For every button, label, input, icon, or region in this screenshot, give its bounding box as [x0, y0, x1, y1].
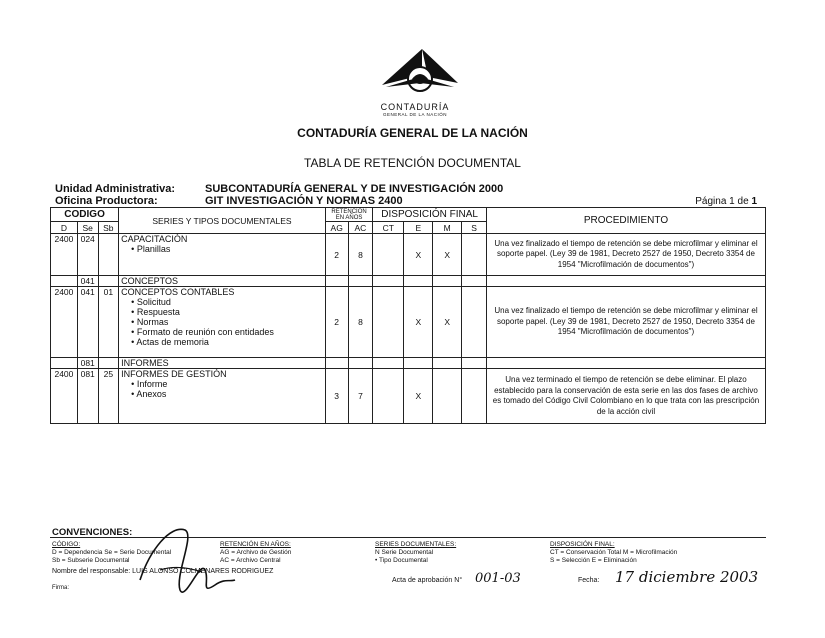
- ag-cell: [325, 276, 348, 287]
- procedimiento-cell: Una vez terminado el tiempo de retención se debe eliminar. El plazo establecido para la conservación de esta serie en las dos fases de archivo es tomado del Código Civil Colombiano en lo que trata con las prescripción de la acción civil: [486, 369, 765, 424]
- codigo-conv-heading: CÓDIGO:: [52, 541, 81, 548]
- document-type-item: • Formato de reunión con entidades: [131, 327, 323, 337]
- retencion-conv-line1: AG = Archivo de Gestión: [220, 549, 292, 556]
- e-cell: [404, 358, 433, 369]
- ag-cell: 2: [325, 234, 348, 276]
- codigo-header: CODIGO: [51, 208, 119, 222]
- dependencia-cell: [51, 276, 78, 287]
- e-cell: X: [404, 287, 433, 358]
- logo-text: CONTADURÍA: [380, 102, 450, 112]
- s-cell: [462, 369, 487, 424]
- series-name: CONCEPTOS: [121, 276, 179, 286]
- series-conv-heading: SERIES DOCUMENTALES:: [375, 541, 457, 548]
- serie-code-cell: 081: [77, 358, 98, 369]
- table-row: [51, 287, 766, 358]
- procedimiento-cell: Una vez finalizado el tiempo de retención se debe microfilmar y eliminar el soporte papel. (Ley 39 de 1981, Decreto 2527 de 1950, Decreto 3354 de 1954 "Microfilmación de documentos"): [486, 287, 765, 358]
- procedimiento-cell: [486, 276, 765, 287]
- ct-header: CT: [373, 222, 404, 234]
- unit-label: Unidad Administrativa:: [55, 183, 175, 195]
- e-cell: [404, 276, 433, 287]
- se-header: Se: [77, 222, 98, 234]
- ag-cell: 2: [325, 287, 348, 358]
- series-name: INFORMES DE GESTIÓN: [121, 369, 227, 379]
- ct-cell: [373, 276, 404, 287]
- m-header: M: [433, 222, 462, 234]
- office-label: Oficina Productora:: [55, 195, 158, 207]
- dependencia-cell: 2400: [51, 234, 78, 276]
- fecha-value: 17 diciembre 2003: [615, 568, 759, 586]
- document-types-list: [121, 297, 323, 347]
- firma-label: Firma:: [52, 585, 69, 591]
- series-cell: [119, 276, 326, 287]
- ac-cell: 7: [348, 369, 373, 424]
- document-type-item: • Anexos: [131, 389, 323, 399]
- serie-code-cell: 041: [77, 276, 98, 287]
- s-cell: [462, 234, 487, 276]
- ct-cell: [373, 369, 404, 424]
- series-cell: [119, 234, 326, 276]
- handwritten-signature: [130, 520, 240, 605]
- subserie-code-cell: [98, 276, 119, 287]
- page-prefix: Página 1 de: [695, 196, 752, 207]
- subserie-code-cell: 25: [98, 369, 119, 424]
- codigo-conv-line2: Sb = Subserie Documental: [52, 557, 130, 564]
- ac-cell: 8: [348, 287, 373, 358]
- conventions-title: CONVENCIONES:: [52, 527, 133, 538]
- m-cell: X: [433, 234, 462, 276]
- document-title: CONTADURÍA GENERAL DE LA NACIÓN: [297, 126, 528, 140]
- s-cell: [462, 358, 487, 369]
- document-type-item: • Informe: [131, 379, 323, 389]
- procedimiento-cell: [486, 358, 765, 369]
- m-cell: X: [433, 287, 462, 358]
- ac-cell: [348, 358, 373, 369]
- series-name: INFORMES: [121, 358, 169, 368]
- acta-value: 001-03: [475, 571, 521, 586]
- ag-cell: 3: [325, 369, 348, 424]
- logo-subtext: GENERAL DE LA NACIÓN: [382, 112, 448, 117]
- retencion-header: RETENCIÓN EN AÑOS: [325, 208, 373, 222]
- serie-code-cell: 024: [77, 234, 98, 276]
- m-cell: [433, 369, 462, 424]
- dependencia-cell: 2400: [51, 369, 78, 424]
- responsible-name: Nombre del responsable: LUIS ALONSO COLMENARES RODRIGUEZ: [52, 568, 274, 575]
- m-cell: [433, 276, 462, 287]
- e-cell: X: [404, 234, 433, 276]
- table-row: [51, 234, 766, 276]
- document-types-list: [121, 244, 323, 254]
- series-header: SERIES Y TIPOS DOCUMENTALES: [119, 208, 326, 234]
- s-cell: [462, 276, 487, 287]
- subserie-code-cell: [98, 358, 119, 369]
- ag-cell: [325, 358, 348, 369]
- s-header: S: [462, 222, 487, 234]
- document-subtitle: TABLA DE RETENCIÓN DOCUMENTAL: [304, 156, 521, 170]
- procedimiento-cell: Una vez finalizado el tiempo de retención se debe microfilmar y eliminar el soporte papel. (Ley 39 de 1981, Decreto 2527 de 1950, Decreto 3354 de 1954 "Microfilmación de documentos"): [486, 234, 765, 276]
- e-header: E: [404, 222, 433, 234]
- disposicion-conv-heading: DISPOSICIÓN FINAL:: [550, 541, 615, 548]
- ac-header: AC: [348, 222, 373, 234]
- ag-header: AG: [325, 222, 348, 234]
- subserie-code-cell: [98, 234, 119, 276]
- office-value: GIT INVESTIGACIÓN Y NORMAS 2400: [205, 195, 403, 207]
- retencion-conv-line2: AC = Archivo Central: [220, 557, 281, 564]
- e-cell: X: [404, 369, 433, 424]
- document-type-item: • Respuesta: [131, 307, 323, 317]
- unit-value: SUBCONTADURÍA GENERAL Y DE INVESTIGACIÓN 2000: [205, 183, 504, 195]
- series-name: CAPACITACIÓN: [121, 234, 188, 244]
- series-cell: [119, 287, 326, 358]
- retention-table: [50, 207, 766, 424]
- dependencia-cell: 2400: [51, 287, 78, 358]
- serie-code-cell: 081: [77, 369, 98, 424]
- document-type-item: • Solicitud: [131, 297, 323, 307]
- table-row: [51, 276, 766, 287]
- series-cell: [119, 369, 326, 424]
- d-header: D: [51, 222, 78, 234]
- series-conv-line1: N Serie Documental: [375, 549, 434, 556]
- procedimiento-header: PROCEDIMIENTO: [486, 208, 765, 234]
- codigo-conv-line1: D = Dependencia Se = Serie Documental: [52, 549, 172, 556]
- ct-cell: [373, 234, 404, 276]
- disposicion-header: DISPOSICIÓN FINAL: [373, 208, 487, 222]
- m-cell: [433, 358, 462, 369]
- ct-cell: [373, 358, 404, 369]
- retencion-conv-heading: RETENCIÓN EN AÑOS:: [220, 541, 291, 548]
- disposicion-conv-line1: CT = Conservación Total M = Microfilmación: [550, 549, 678, 556]
- table-row: [51, 358, 766, 369]
- subserie-code-cell: 01: [98, 287, 119, 358]
- serie-code-cell: 041: [77, 287, 98, 358]
- document-type-item: • Actas de memoria: [131, 337, 323, 347]
- series-cell: [119, 358, 326, 369]
- document-types-list: [121, 379, 323, 399]
- fecha-label: Fecha:: [578, 577, 600, 584]
- disposicion-conv-line2: S = Selección E = Eliminación: [550, 557, 637, 564]
- dependencia-cell: [51, 358, 78, 369]
- sb-header: Sb: [98, 222, 119, 234]
- document-type-item: • Planillas: [131, 244, 323, 254]
- page-total: 1: [751, 196, 757, 207]
- page-indicator: [695, 196, 757, 207]
- series-conv-line2: • Tipo Documental: [375, 557, 428, 564]
- ac-cell: 8: [348, 234, 373, 276]
- series-name: CONCEPTOS CONTABLES: [121, 287, 235, 297]
- ct-cell: [373, 287, 404, 358]
- acta-label: Acta de aprobación N°: [392, 577, 463, 584]
- ac-cell: [348, 276, 373, 287]
- s-cell: [462, 287, 487, 358]
- table-row: [51, 369, 766, 424]
- document-type-item: • Normas: [131, 317, 323, 327]
